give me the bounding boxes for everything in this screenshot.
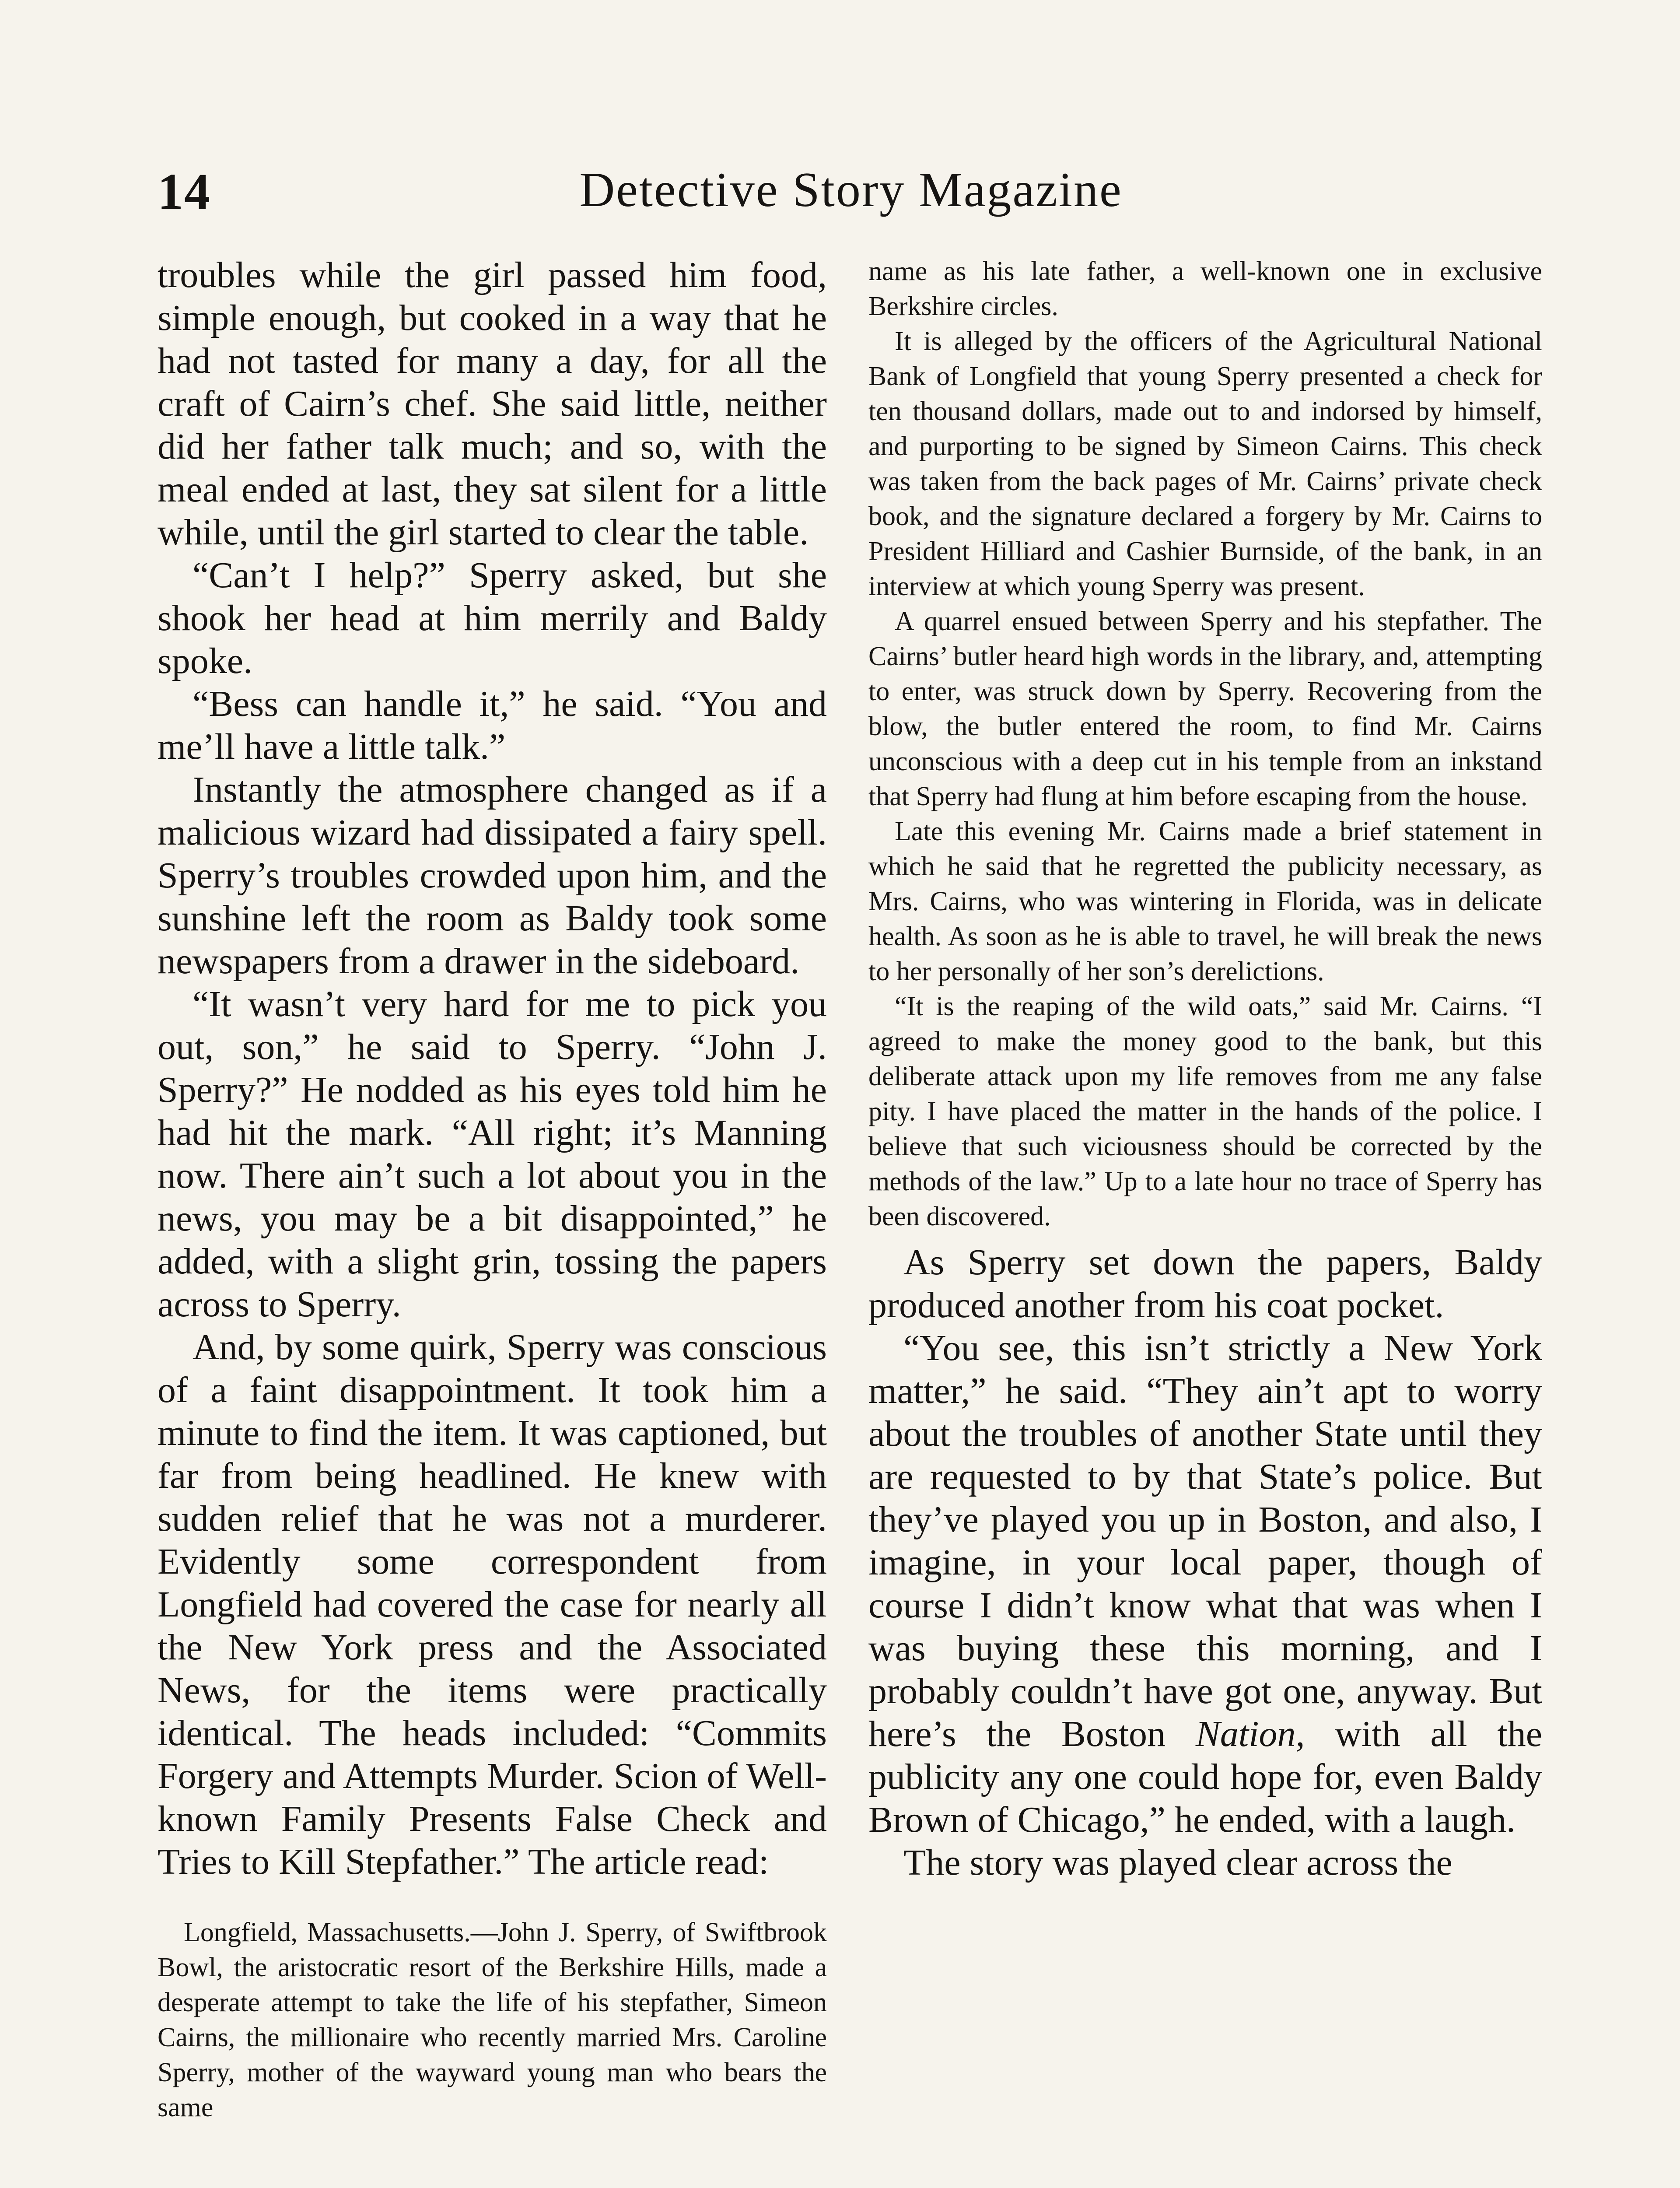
article-paragraph: A quarrel ensued between Sperry and his stepfather. The Cairns’ butler heard high words in the library, and, attempting to enter, was struck down by Sperry. Recovering from the blow, the butler entered the room, to find Mr. Cairns unconscious with a deep cut in his temple from an inkstand that Sperry had flung at him before escaping from the house. [868,607,1542,811]
news-article-continued [868,254,1542,1234]
paragraph [868,1327,1542,1841]
article-paragraph: It is alleged by the officers of the Agricultural National Bank of Longfield that young Sperry presented a check for ten thousand dollars, made out to and indorsed by himself, and purporting to be signed by Simeon Cairns. This check was taken from the back pages of Mr. Cairns’ private check book, and the signature declared a forgery by Mr. Cairns to President Hilliard and Cashier Burnside, of the bank, in an interview at which young Sperry was present. [868,326,1542,601]
paragraph: As Sperry set down the papers, Baldy produced another from his coat pocket. [868,1242,1542,1325]
story-continuation [868,1241,1542,1884]
paragraph: The story was played clear across the [903,1842,1452,1883]
page-number: 14 [158,163,211,220]
paragraph: troubles while the girl passed him food, simple enough, but cooked in a way that he had not tasted for many a day, for all the craft of Cairn’s chef. She said little, neither did her father talk much; and so, with the meal ended at last, they sat silent for a little while, until the girl started to clear the table. [158,255,827,553]
paragraph-text: with all the publicity any one could hope for, even Baldy Brown of Chicago,” he ended, with a laugh. [868,1714,1542,1840]
news-article-excerpt [158,1915,827,2125]
article-paragraph: name as his late father, a well-known one in exclusive Berkshire circles. [868,256,1542,321]
page-header [158,162,1544,236]
newspaper-name: Nation, [1195,1714,1305,1754]
paragraph: Instantly the atmosphere changed as if a malicious wizard had dissipated a fairy spell. Sperry’s troubles crowded upon him, and the sunshine left the room as Baldy took some newspapers from a drawer in the sideboard. [158,769,827,982]
paragraph: “Bess can handle it,” he said. “You and me’ll have a little talk.” [158,684,827,767]
paragraph: And, by some quirk, Sperry was conscious of a faint disappointment. It took him a minute to find the item. It was captioned, but far from being headlined. He knew with sudden relief that he was not a murderer. Evidently some correspondent from Longfield had covered the case for nearly all the New York press and the Associated News, for the items were practically identical. The heads included: “Commits Forgery and Attempts Murder. Scion of Well-known Family Presents False Check and Tries to Kill Stepfather.” The article read: [158,1327,827,1882]
paragraph: “Can’t I help?” Sperry asked, but she shook her head at him merrily and Baldy spoke. [158,555,827,681]
article-paragraph: Longfield, Massachusetts.—John J. Sperry, of Swiftbrook Bowl, the aristocratic resort of the Berkshire Hills, made a desperate attempt to take the life of his stepfather, Simeon Cairns, the millionaire who recently married Mrs. Caroline Sperry, mother of the wayward young man who bears the same [158,1918,827,2122]
running-head-title: Detective Story Magazine [579,163,1123,217]
article-paragraph: “It is the reaping of the wild oats,” said Mr. Cairns. “I agreed to make the money good to the bank, but this deliberate attack upon my life removes from me any false pity. I have placed the matter in the hands of the police. I believe that such viciousness should be corrected by the methods of the law.” Up to a late hour no trace of Sperry has been discovered. [868,992,1542,1231]
paragraph: “It wasn’t very hard for me to pick you out, son,” he said to Sperry. “John J. Sperry?” He nodded as his eyes told him he had hit the mark. “All right; it’s Manning now. There ain’t such a lot about you in the news, you may be a bit disappointed,” he added, with a slight grin, tossing the papers across to Sperry. [158,984,827,1325]
left-column [158,254,827,2125]
right-column [868,254,1542,1884]
paragraph-text: “You see, this isn’t strictly a New York matter,” he said. “They ain’t apt to worry about the troubles of another State until they are requested to by that State’s police. But they’ve played you up in Boston, and also, I imagine, in your local paper, though of course I didn’t know what that was when I was buying these this morning, and I probably couldn’t have got one, anyway. But here’s the Boston [868,1328,1542,1754]
article-paragraph: Late this evening Mr. Cairns made a brief statement in which he said that he regretted the publicity necessary, as Mrs. Cairns, who was wintering in Florida, was in delicate health. As soon as he is able to travel, he will break the news to her personally of her son’s derelictions. [868,817,1542,986]
